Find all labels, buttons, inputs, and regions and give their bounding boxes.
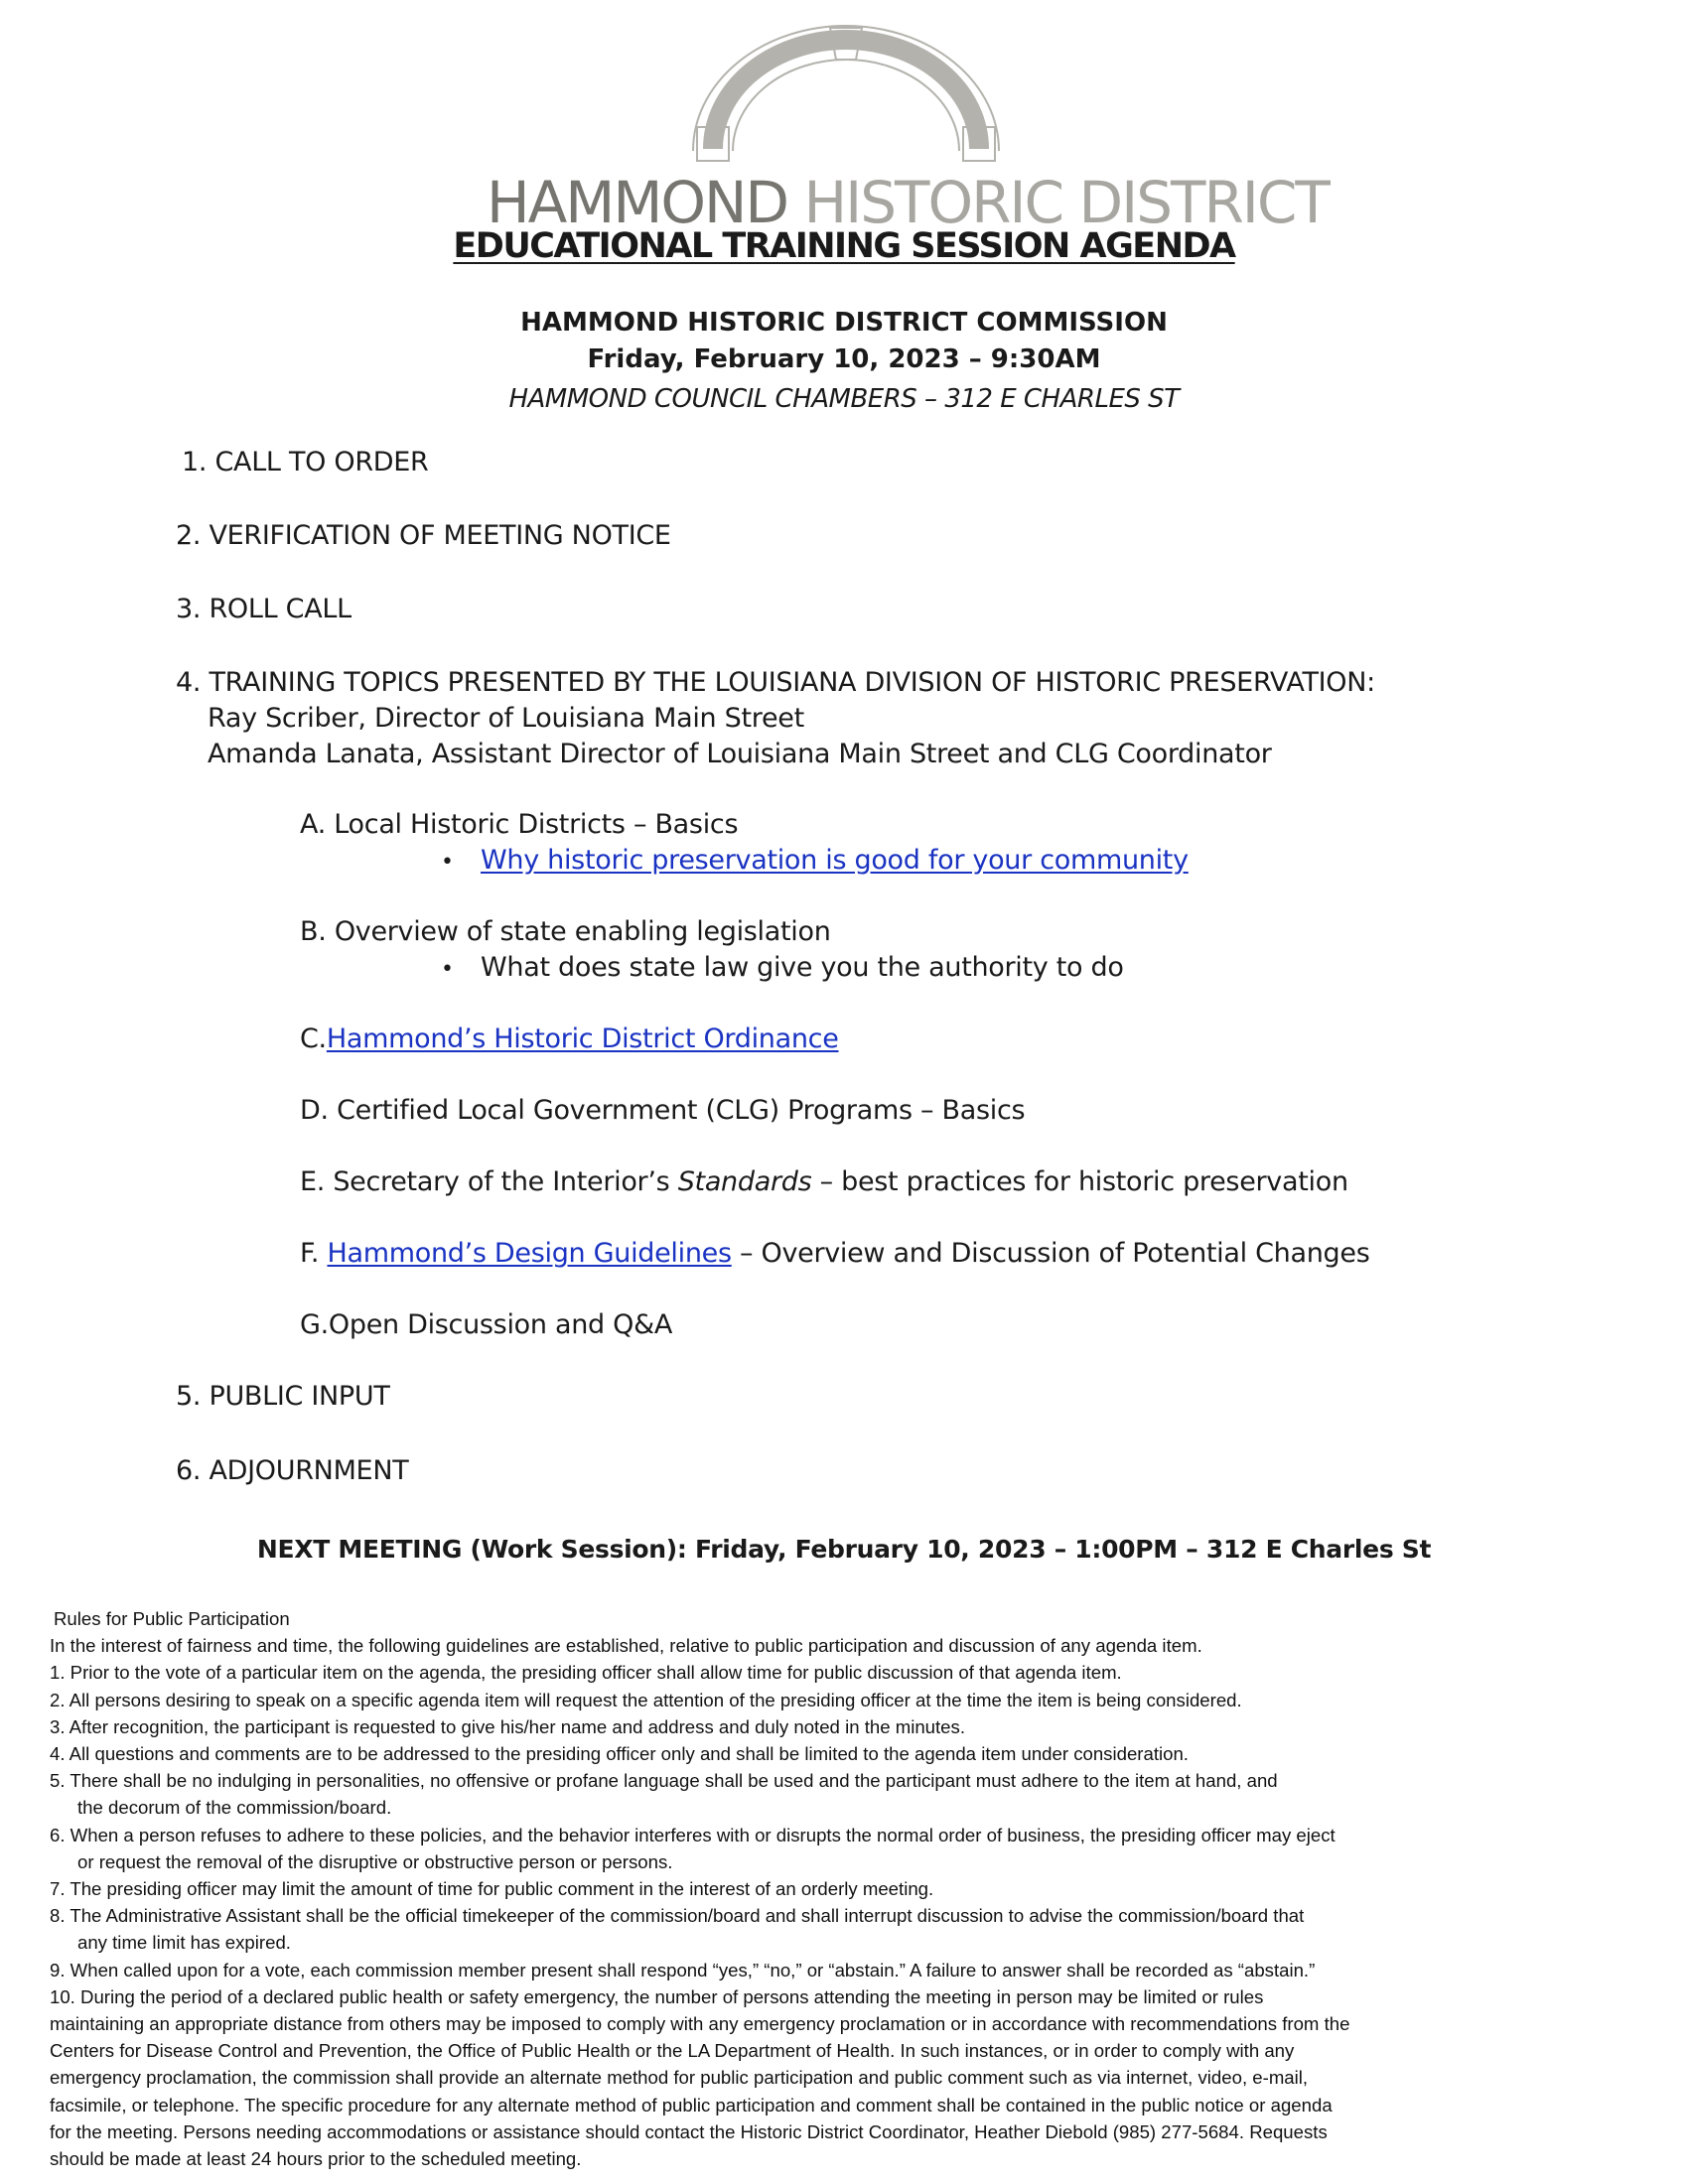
rule-7: 7. The presiding officer may limit the amount of time for public comment in the interest of an orderly meeting. [50,1878,934,1900]
rule-2: 2. All persons desiring to speak on a specific agenda item will request the attention of the presiding officer at the time the item is being considered. [50,1689,1242,1710]
agenda-item-5 [176,1381,390,1412]
agenda-item-text: VERIFICATION OF MEETING NOTICE [209,520,671,551]
rule-6-cont: or request the removal of the disruptive or obstructive person or persons. [77,1850,673,1872]
sub-item-text-post: – Overview and Discussion of Potential Changes [731,1238,1370,1269]
bullet-icon: • [441,850,454,875]
sub-item-g [300,1309,672,1340]
sub-item-letter: F. [300,1238,320,1269]
sub-item-text: Open Discussion and Q&A [328,1309,673,1340]
rule-10-cont: should be made at least 24 hours prior to the scheduled meeting. [50,2148,582,2170]
rules-heading: Rules for Public Participation [54,1608,290,1629]
hammond-historic-district-logo [487,20,1329,236]
agenda-item-3 [176,594,352,624]
sub-item-f [300,1238,1369,1269]
agenda-item-number: 5. [176,1381,202,1412]
arch-logo-graphic [487,20,1201,169]
historic-district-ordinance-link[interactable]: Hammond’s Historic District Ordinance [326,1024,839,1054]
rule-3: 3. After recognition, the participant is requested to give his/her name and address and duly noted in the minutes. [50,1715,965,1737]
next-meeting [0,1535,1688,1564]
agenda-item-2 [176,520,671,551]
sub-item-letter: A. [300,809,326,840]
logo-word-hammond: HAMMOND [487,169,788,236]
sub-item-d [300,1095,1025,1126]
sub-item-text: Overview of state enabling legislation [334,916,831,947]
agenda-item-text: PUBLIC INPUT [209,1381,390,1412]
rule-10: 10. During the period of a declared public health or safety emergency, the number of persons attending the meeting in person may be limited or rules [50,1985,1264,2007]
rule-5: 5. There shall be no indulging in personalities, no offensive or profane language shall be used and the participant must adhere to the item at hand, and [50,1770,1278,1792]
agenda-item-number: 1. [182,447,208,478]
sub-item-a-bullet [441,845,1189,876]
rule-10-cont: for the meeting. Persons needing accommodations or assistance should contact the Historic District Coordinator, Heather Diebold (985) 277-5684. Requests [50,2120,1328,2142]
sub-item-b [300,916,831,947]
agenda-item-text: CALL TO ORDER [214,447,429,478]
rule-5-cont: the decorum of the commission/board. [77,1797,392,1819]
sub-item-text-italic: Standards [677,1166,812,1197]
sub-item-b-bullet [441,952,1124,983]
agenda-item-number: 2. [176,520,202,551]
agenda-item-text: TRAINING TOPICS PRESENTED BY THE LOUISIANA DIVISION OF HISTORIC PRESERVATION: [209,667,1375,698]
agenda-item-text: ROLL CALL [209,594,352,624]
agenda-item-text: ADJOURNMENT [209,1455,409,1486]
sub-item-letter: D. [300,1095,329,1126]
next-meeting-label: NEXT MEETING (Work Session): [256,1535,687,1564]
rule-10-cont: facsimile, or telephone. The specific procedure for any alternate method of public participation and comment shall be contained in the public notice or agenda [50,2094,1333,2116]
agenda-item-number: 3. [176,594,202,624]
rule-8: 8. The Administrative Assistant shall be the official timekeeper of the commission/board and shall interrupt discussion to advise the commission/board that [50,1905,1305,1927]
rules-intro: In the interest of fairness and time, the following guidelines are established, relative to public participation and discussion of any agenda item. [50,1635,1202,1657]
agenda-item-1 [182,447,429,478]
rule-9: 9. When called upon for a vote, each commission member present shall respond “yes,” “no,” or “abstain.” A failure to answer shall be recorded as “abstain.” [50,1959,1316,1980]
sub-item-letter: B. [300,916,327,947]
agenda-item-6 [176,1455,408,1486]
agenda-item-number: 4. [176,667,202,698]
bullet-icon: • [441,957,454,982]
logo-word-historic-district: HISTORIC DISTRICT [803,169,1329,236]
rule-10-cont: emergency proclamation, the commission shall provide an alternate method for public participation and public comment such as via internet, video, e-mail, [50,2067,1309,2089]
rules-for-public-participation [50,1605,1658,2172]
sub-item-text-pre: Secretary of the Interior’s [333,1166,678,1197]
rule-6: 6. When a person refuses to adhere to these policies, and the behavior interferes with or disrupts the normal order of business, the presiding officer may eject [50,1824,1336,1845]
sub-item-a [300,809,738,840]
rule-8-cont: any time limit has expired. [77,1932,291,1954]
page-title: EDUCATIONAL TRAINING SESSION AGENDA [453,226,1235,266]
sub-item-c [300,1024,839,1054]
bullet-text: What does state law give you the authority to do [481,952,1124,983]
meeting-location: HAMMOND COUNCIL CHAMBERS – 312 E CHARLES ST [508,384,1180,414]
sub-item-text-post: – best practices for historic preservation [811,1166,1348,1197]
agenda-item-number: 6. [176,1455,202,1486]
organization-name: HAMMOND HISTORIC DISTRICT COMMISSION [520,308,1168,338]
why-historic-preservation-link[interactable]: Why historic preservation is good for your community [481,845,1189,876]
next-meeting-details: Friday, February 10, 2023 – 1:00PM – 312 E Charles St [686,1535,1432,1564]
sub-item-text: Local Historic Districts – Basics [334,809,739,840]
sub-item-letter: E. [300,1166,326,1197]
sub-item-letter: C. [300,1024,327,1054]
meeting-date-time: Friday, February 10, 2023 – 9:30AM [587,344,1101,374]
rule-1: 1. Prior to the vote of a particular item on the agenda, the presiding officer shall allow time for public discussion of that agenda item. [50,1662,1122,1684]
design-guidelines-link[interactable]: Hammond’s Design Guidelines [327,1238,732,1269]
rule-4: 4. All questions and comments are to be addressed to the presiding officer only and shall be limited to the agenda item under consideration. [50,1743,1189,1765]
sub-item-text: Certified Local Government (CLG) Programs – Basics [337,1095,1026,1126]
presenter-1: Ray Scriber, Director of Louisiana Main Street [208,703,804,734]
sub-item-e [300,1166,1348,1197]
rule-10-cont: Centers for Disease Control and Prevention, the Office of Public Health or the LA Department of Health. In such instances, or in order to comply with any [50,2040,1295,2062]
sub-item-letter: G. [300,1309,329,1340]
presenter-2: Amanda Lanata, Assistant Director of Louisiana Main Street and CLG Coordinator [208,739,1272,769]
rule-10-cont: maintaining an appropriate distance from others may be imposed to comply with any emergency proclamation or in accordance with recommendations from the [50,2013,1350,2035]
agenda-item-4 [176,667,1375,698]
